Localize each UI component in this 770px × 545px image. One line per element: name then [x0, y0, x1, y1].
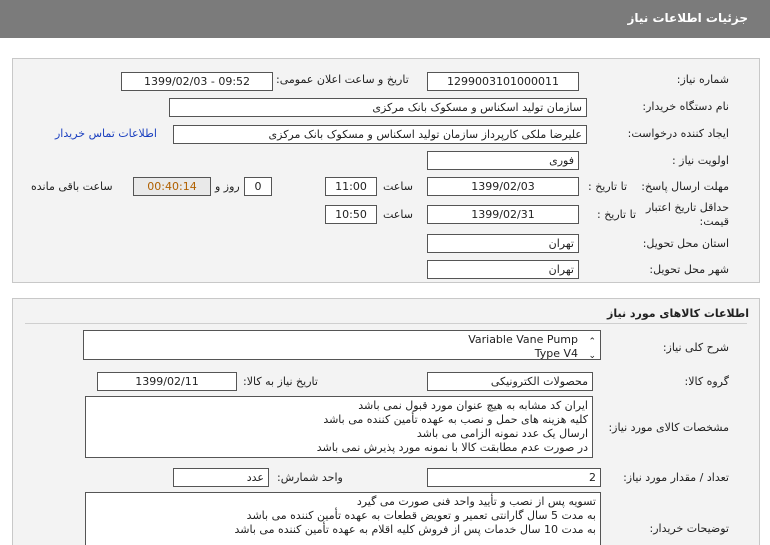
province-label: استان محل تحویل:	[642, 237, 729, 250]
reply-time-field: 11:00	[325, 177, 377, 196]
unit-label: واحد شمارش:	[277, 471, 343, 484]
priority-field: فوری	[427, 151, 579, 170]
notes-line: به مدت 10 سال خدمات پس از فروش کلیه اقلام به عهده تأمین کننده می باشد	[234, 523, 596, 536]
specs-field	[85, 396, 593, 458]
scroll-arrows-icon[interactable]: ⌃ ⌄	[588, 337, 596, 360]
buyer-notes-label: توضیحات خریدار:	[649, 522, 729, 535]
unit-field: عدد	[173, 468, 269, 487]
summary-label: شرح کلی نیاز:	[662, 341, 729, 354]
days-field: 0	[244, 177, 272, 196]
page-header	[0, 0, 770, 38]
specs-line: ایران کد مشابه به هیچ عنوان مورد قبول نمی باشد	[358, 399, 588, 412]
buyer-org-field: سازمان تولید اسکناس و مسکوک بانک مرکزی	[169, 98, 587, 117]
remaining-time-label: ساعت باقی مانده	[31, 180, 113, 193]
priority-label: اولویت نیاز :	[671, 154, 729, 167]
specs-line: در صورت عدم مطابقت کالا با نمونه مورد پذیرش نمی باشد	[316, 441, 588, 454]
reply-date-field: 1399/02/03	[427, 177, 579, 196]
summary-line: Variable Vane Pump	[468, 333, 578, 346]
notes-line: تسویه پس از نصب و تأیید واحد فنی صورت می گیرد	[356, 495, 596, 508]
buyer-contact-link[interactable]: اطلاعات تماس خریدار	[55, 127, 157, 140]
validity-time-label: ساعت	[383, 208, 413, 221]
notes-line: به مدت 5 سال گارانتی تعمیر و تعویض قطعات به عهده تأمین کننده می باشد	[246, 509, 596, 522]
specs-line: کلیه هزینه های حمل و نصب به عهده تأمین کننده می باشد	[323, 413, 588, 426]
summary-field	[83, 330, 601, 360]
reply-to-date-label: تا تاریخ :	[588, 180, 627, 193]
need-number-label: شماره نیاز:	[676, 73, 729, 86]
city-label: شهر محل تحویل:	[649, 263, 729, 276]
validity-label: حداقل تاریخ اعتبار	[645, 201, 729, 214]
validity-to-date-label: تا تاریخ :	[597, 208, 636, 221]
buyer-org-label: نام دستگاه خریدار:	[642, 100, 729, 113]
announce-date-label: تاریخ و ساعت اعلان عمومی:	[276, 73, 409, 86]
validity-date-field: 1399/02/31	[427, 205, 579, 224]
reply-time-label: ساعت	[383, 180, 413, 193]
need-date-field: 1399/02/11	[97, 372, 237, 391]
remaining-time-field: 00:40:14	[133, 177, 211, 196]
goods-panel	[12, 298, 760, 545]
buyer-notes-field	[85, 492, 601, 545]
days-label: روز و	[215, 180, 240, 193]
goods-section-title: اطلاعات کالاهای مورد نیاز	[607, 307, 749, 320]
validity-time-field: 10:50	[325, 205, 377, 224]
summary-line: Type V4	[534, 347, 578, 360]
need-details-panel	[12, 58, 760, 283]
need-number-field: 1299003101000011	[427, 72, 579, 91]
province-field: تهران	[427, 234, 579, 253]
announce-date-field: 1399/02/03 - 09:52	[121, 72, 273, 91]
requester-label: ایجاد کننده درخواست:	[627, 127, 729, 140]
goods-group-label: گروه کالا:	[684, 375, 729, 388]
page-title: جزئیات اطلاعات نیاز	[627, 11, 748, 25]
need-date-label: تاریخ نیاز به کالا:	[243, 375, 318, 388]
reply-deadline-label: مهلت ارسال پاسخ:	[641, 180, 729, 193]
requester-field: علیرضا ملکی کارپرداز سازمان تولید اسکناس و مسکوک بانک مرکزی	[173, 125, 587, 144]
specs-line: ارسال یک عدد نمونه الزامی می باشد	[416, 427, 588, 440]
validity-label-2: قیمت:	[699, 215, 729, 228]
quantity-field: 2	[427, 468, 601, 487]
specs-label: مشخصات کالای مورد نیاز:	[608, 421, 729, 434]
section-divider	[25, 323, 747, 324]
goods-group-field: محصولات الکترونیکی	[427, 372, 593, 391]
city-field: تهران	[427, 260, 579, 279]
quantity-label: تعداد / مقدار مورد نیاز:	[623, 471, 729, 484]
